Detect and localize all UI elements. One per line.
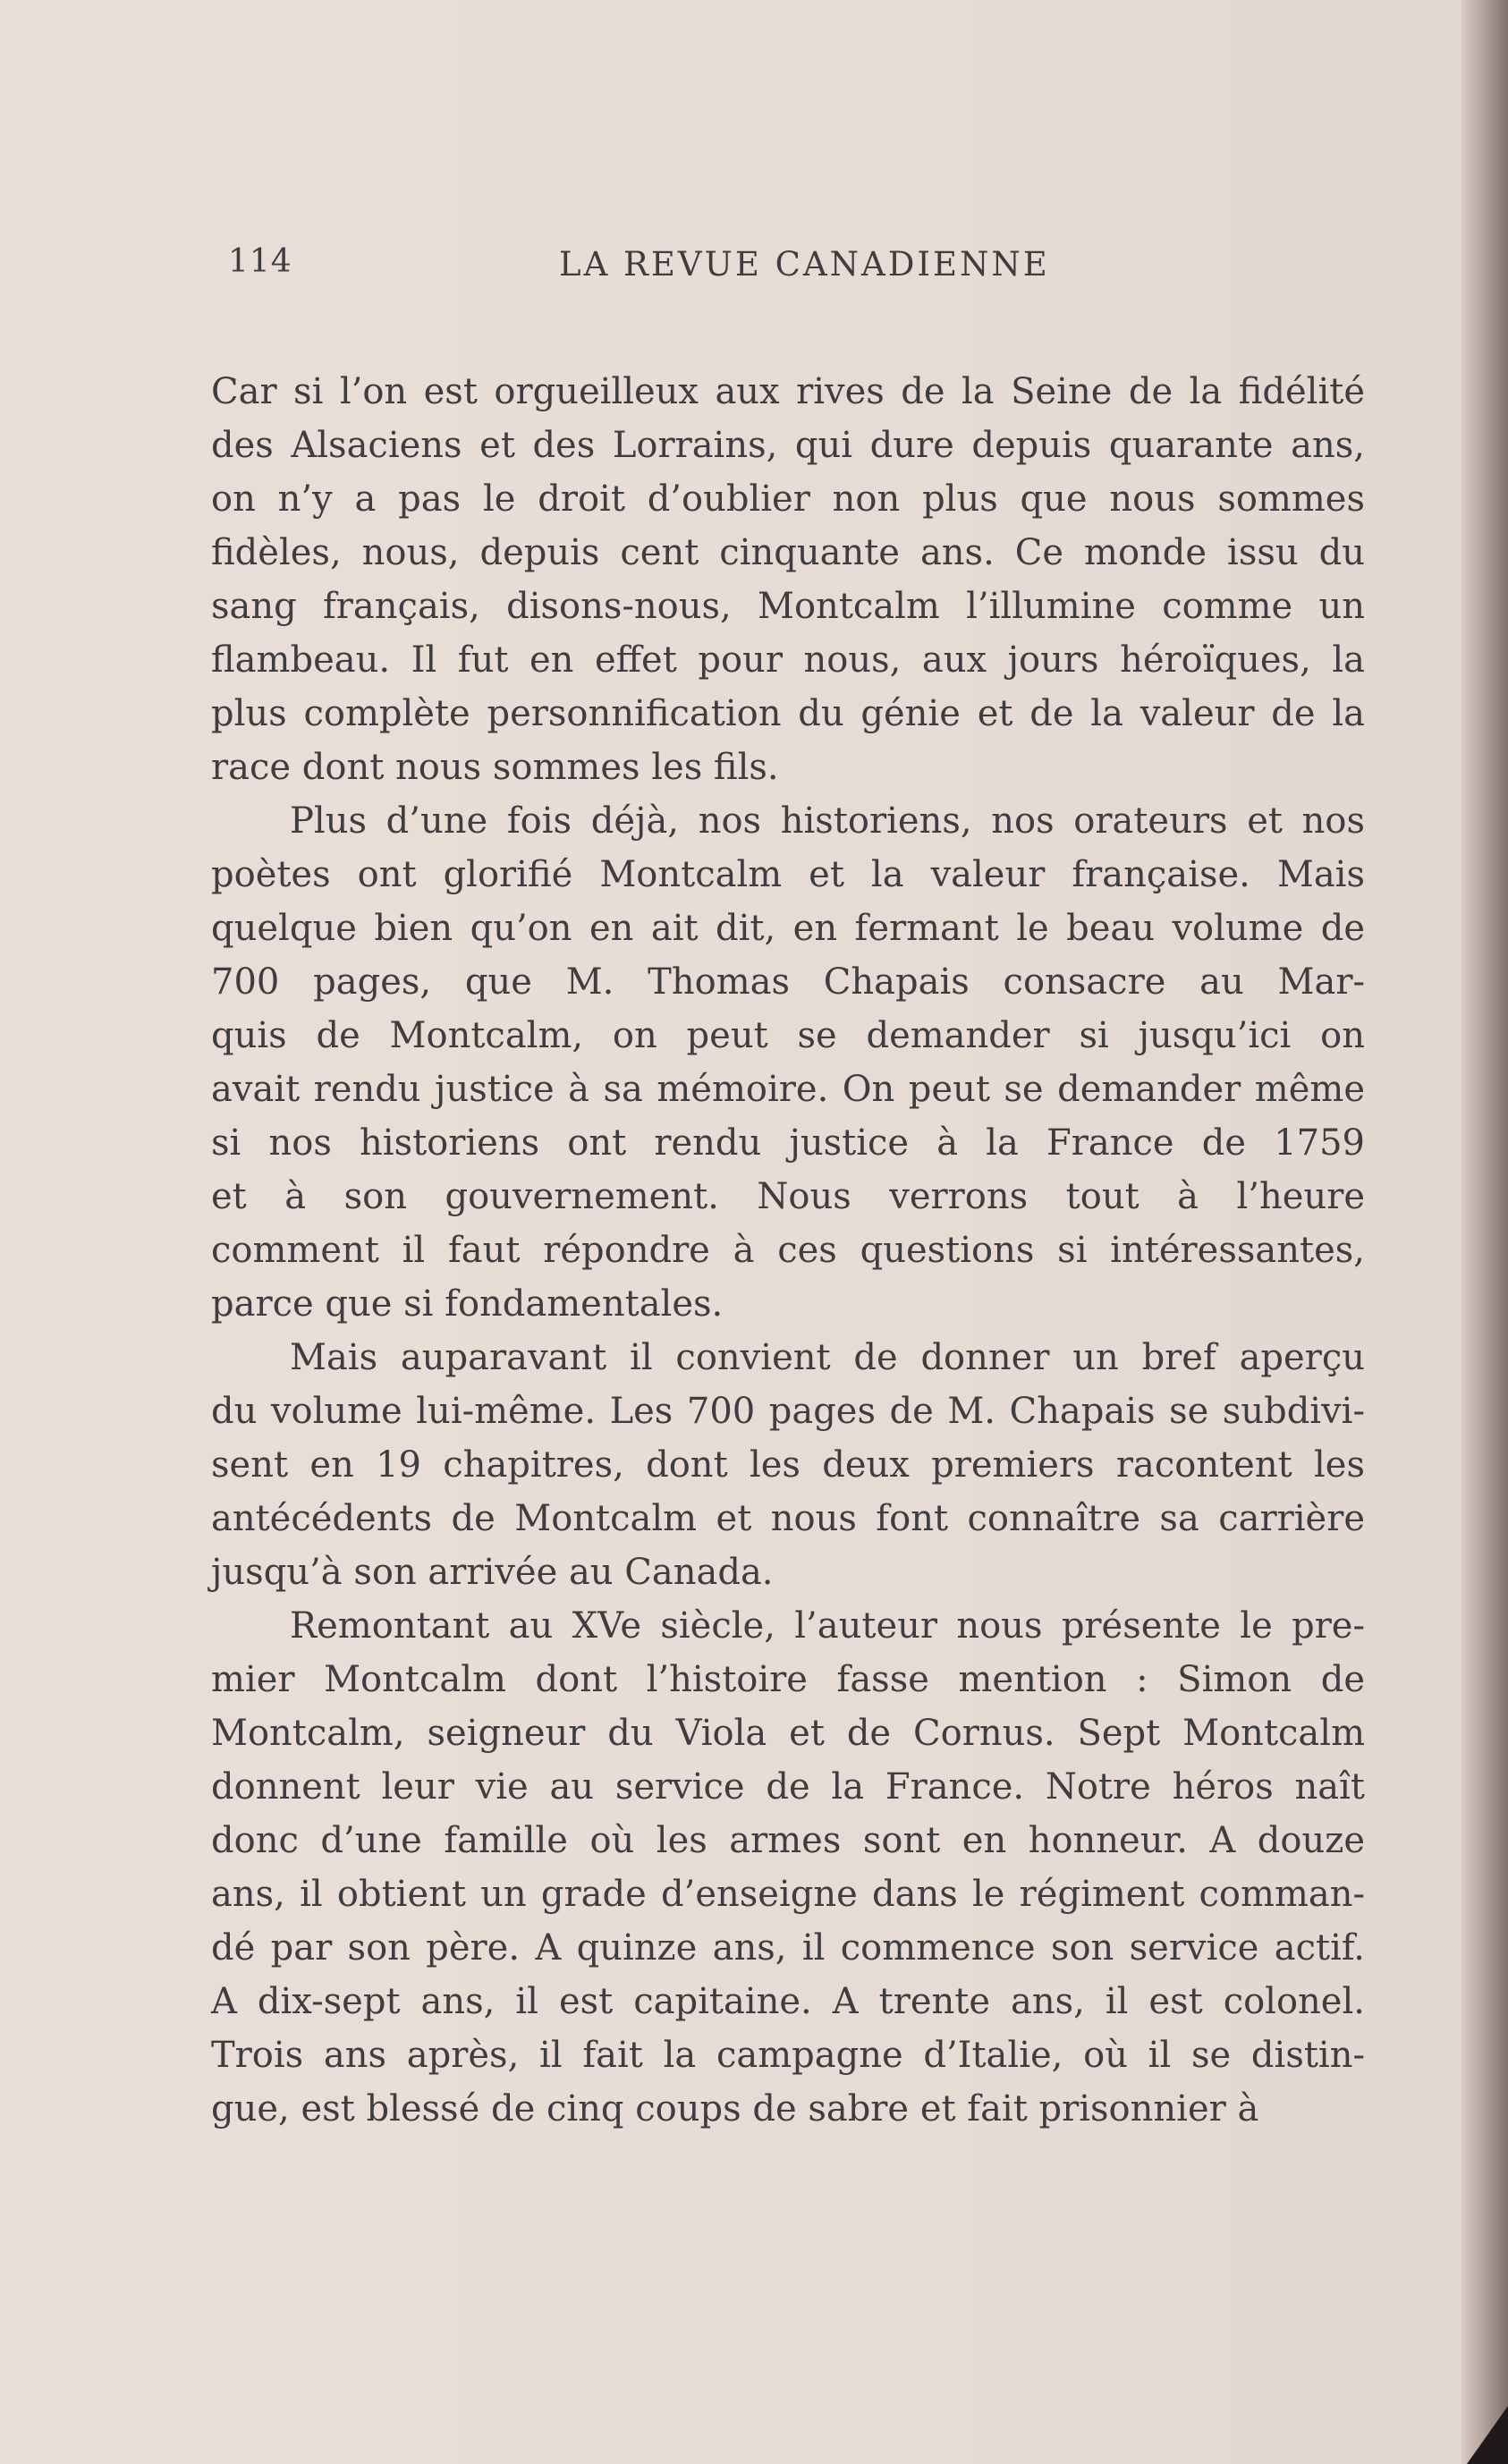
text-line: sent en 19 chapitres, dont les deux premiers racontent les <box>211 1444 1365 1486</box>
text-line: Remontant au XVe siècle, l’auteur nous présente le pre- <box>290 1605 1365 1647</box>
paragraph <box>211 794 1365 1331</box>
text-line: Mais auparavant il convient de donner un bref aperçu <box>290 1337 1365 1378</box>
text-line: Trois ans après, il fait la campagne d’Italie, où il se distin- <box>211 2035 1365 2076</box>
text-line: plus complète personnification du génie et de la valeur de la <box>211 693 1365 734</box>
text-line: A dix-sept ans, il est capitaine. A trente ans, il est colonel. <box>211 1981 1365 2022</box>
text-line: Car si l’on est orgueilleux aux rives de la Seine de la fidélité <box>211 371 1365 412</box>
text-line: 700 pages, que M. Thomas Chapais consacre au Mar- <box>211 961 1365 1003</box>
text-line: Montcalm, seigneur du Viola et de Cornus. Sept Montcalm <box>211 1713 1365 1754</box>
page-header <box>228 243 1123 297</box>
text-line: Plus d’une fois déjà, nos historiens, nos orateurs et nos <box>290 800 1365 842</box>
text-line: ans, il obtient un grade d’enseigne dans le régiment comman- <box>211 1874 1365 1915</box>
text-line: antécédents de Montcalm et nous font connaître sa carrière <box>211 1498 1365 1539</box>
text-line: race dont nous sommes les fils. <box>211 747 779 788</box>
text-line: du volume lui-même. Les 700 pages de M. Chapais se subdivi- <box>211 1391 1365 1432</box>
paragraph <box>211 365 1365 794</box>
text-line: donc d’une famille où les armes sont en honneur. A douze <box>211 1820 1365 1861</box>
text-line: dé par son père. A quinze ans, il commence son service actif. <box>211 1927 1365 1969</box>
text-line: fidèles, nous, depuis cent cinquante ans. Ce monde issu du <box>211 532 1365 573</box>
text-line: flambeau. Il fut en effet pour nous, aux jours héroïques, la <box>211 639 1365 681</box>
book-spine-edge <box>1461 0 1508 2464</box>
paragraph <box>211 1599 1365 2136</box>
text-line: et à son gouvernement. Nous verrons tout à l’heure <box>211 1176 1365 1217</box>
text-line: gue, est blessé de cinq coups de sabre et fait prisonnier à <box>211 2088 1259 2130</box>
body-text <box>211 365 1365 2136</box>
running-title: LA REVUE CANADIENNE <box>559 245 1050 284</box>
paragraph <box>211 1331 1365 1599</box>
text-line: des Alsaciens et des Lorrains, qui dure depuis quarante ans, <box>211 425 1365 466</box>
text-line: poètes ont glorifié Montcalm et la valeur française. Mais <box>211 854 1365 895</box>
text-line: quelque bien qu’on en ait dit, en fermant le beau volume de <box>211 908 1365 949</box>
text-line: on n’y a pas le droit d’oublier non plus que nous sommes <box>211 478 1365 520</box>
text-line: donnent leur vie au service de la France. Notre héros naît <box>211 1766 1365 1808</box>
text-line: comment il faut répondre à ces questions si intéressantes, <box>211 1230 1365 1271</box>
text-line: sang français, disons-nous, Montcalm l’illumine comme un <box>211 586 1365 627</box>
text-line: avait rendu justice à sa mémoire. On peut se demander même <box>211 1069 1365 1110</box>
text-line: jusqu’à son arrivée au Canada. <box>211 1552 774 1593</box>
text-line: parce que si fondamentales. <box>211 1283 724 1325</box>
page-number: 114 <box>228 243 292 280</box>
text-line: si nos historiens ont rendu justice à la France de 1759 <box>211 1122 1365 1164</box>
text-line: quis de Montcalm, on peut se demander si jusqu’ici on <box>211 1015 1365 1056</box>
text-line: mier Montcalm dont l’histoire fasse mention : Simon de <box>211 1659 1365 1700</box>
